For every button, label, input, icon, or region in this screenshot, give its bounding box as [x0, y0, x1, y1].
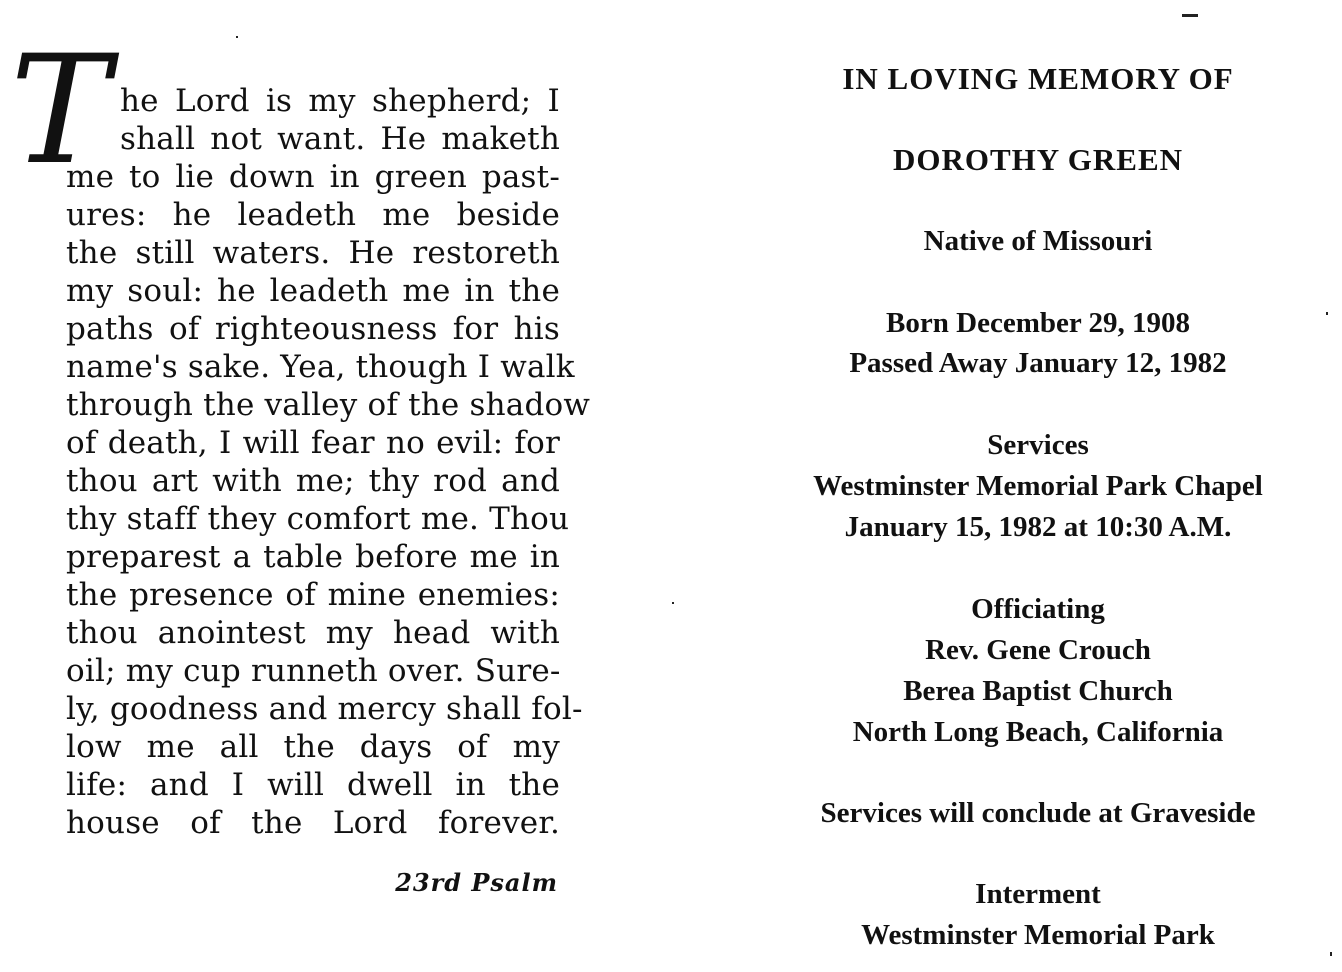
services-time: January 15, 1982 at 10:30 A.M.: [844, 511, 1232, 543]
scan-speck: [1326, 312, 1328, 315]
memorial-notice: [740, 0, 1336, 972]
psalm-line: the presence of mine enemies:: [66, 577, 560, 613]
psalm-line: ures: he leadeth me beside: [66, 197, 560, 233]
psalm-line: ly, goodness and mercy shall fol-: [66, 691, 583, 727]
native-of: Native of Missouri: [923, 225, 1153, 257]
psalm-line: thy staff they comfort me. Thou: [66, 501, 570, 537]
psalm-line: thou art with me; thy rod and: [66, 463, 560, 499]
scan-speck: [672, 602, 674, 604]
interment-place: Westminster Memorial Park: [861, 919, 1215, 951]
psalm-line: paths of righteousness for his: [66, 311, 560, 347]
birth-date: Born December 29, 1908: [886, 307, 1190, 339]
officiating-label: Officiating: [971, 593, 1105, 625]
psalm-line: shall not want. He maketh: [120, 121, 560, 157]
psalm-line: low me all the days of my: [66, 729, 560, 765]
notice-heading: IN LOVING MEMORY OF: [842, 61, 1234, 96]
psalm-line: my soul: he leadeth me in the: [66, 273, 560, 309]
graveside-note: Services will conclude at Graveside: [820, 797, 1256, 829]
services-place: Westminster Memorial Park Chapel: [813, 470, 1263, 502]
church-name: Berea Baptist Church: [903, 675, 1173, 707]
psalm-line: the still waters. He restoreth: [66, 235, 560, 271]
psalm-line: me to lie down in green past-: [66, 159, 560, 195]
death-date: Passed Away January 12, 1982: [849, 347, 1227, 379]
psalm-line: oil; my cup runneth over. Sure-: [66, 653, 561, 689]
scan-speck: [1330, 952, 1332, 956]
scan-speck: [1182, 14, 1198, 17]
psalm-attribution: 23rd Psalm: [395, 868, 558, 897]
psalm-line: he Lord is my shepherd; I: [120, 83, 560, 119]
scan-speck: [236, 36, 238, 38]
psalm-line: preparest a table before me in: [66, 539, 560, 575]
psalm-line: house of the Lord forever.: [66, 805, 560, 841]
officiant-name: Rev. Gene Crouch: [925, 634, 1151, 666]
psalm-line: life: and I will dwell in the: [66, 767, 560, 803]
psalm-line: thou anointest my head with: [66, 615, 560, 651]
psalm-panel: [10, 24, 591, 924]
deceased-name: DOROTHY GREEN: [892, 142, 1184, 177]
psalm-line: name's sake. Yea, though I walk: [66, 349, 575, 385]
psalm-drop-cap: T: [10, 24, 111, 198]
interment-label: Interment: [975, 878, 1101, 910]
psalm-line: of death, I will fear no evil: for: [66, 425, 560, 461]
church-location: North Long Beach, California: [852, 716, 1224, 748]
psalm-line: through the valley of the shadow: [66, 387, 591, 423]
services-label: Services: [987, 429, 1089, 461]
